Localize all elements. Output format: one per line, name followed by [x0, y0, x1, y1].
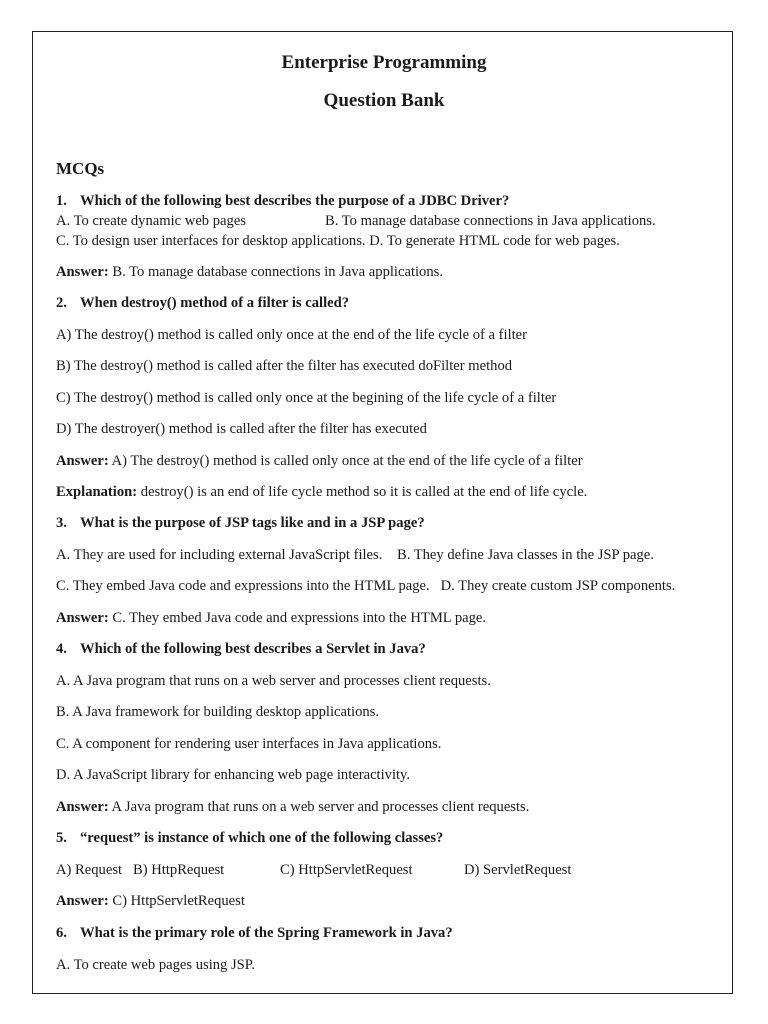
answer-text: C. They embed Java code and expressions into the HTML page. — [108, 610, 487, 626]
document-title: Enterprise Programming — [281, 52, 487, 73]
q4-option-b: B. A Java framework for building desktop applications. — [56, 704, 380, 720]
question-2 — [56, 294, 349, 312]
question-text: What is the primary role of the Spring Framework in Java? — [80, 925, 453, 941]
q3-answer — [56, 609, 486, 627]
answer-label: Answer: — [56, 264, 109, 280]
page-border — [32, 31, 733, 994]
question-5 — [56, 829, 443, 847]
q1-option-cd: C. To design user interfaces for desktop applications. D. To generate HTML code for web pages. — [56, 233, 620, 249]
q2-option-b: B) The destroy() method is called after the filter has executed doFilter method — [56, 358, 513, 374]
q2-explanation — [56, 483, 587, 501]
answer-label: Answer: — [56, 799, 109, 815]
question-1 — [56, 192, 509, 210]
q3-option-cd: C. They embed Java code and expressions into the HTML page. D. They create custom JSP components. — [56, 578, 676, 594]
question-number: 3. — [56, 515, 67, 531]
question-text: “request” is instance of which one of the following classes? — [80, 830, 444, 846]
question-number: 5. — [56, 830, 67, 846]
question-text: Which of the following best describes a Servlet in Java? — [80, 641, 426, 657]
question-text: Which of the following best describes the purpose of a JDBC Driver? — [80, 193, 510, 209]
question-6 — [56, 924, 453, 942]
answer-text: C) HttpServletRequest — [108, 893, 245, 909]
answer-text: A Java program that runs on a web server and processes client requests. — [108, 799, 530, 815]
question-4 — [56, 640, 426, 658]
question-number: 6. — [56, 925, 67, 941]
q6-option-a: A. To create web pages using JSP. — [56, 957, 255, 973]
q1-answer — [56, 263, 443, 281]
q5-option-c: C) HttpServletRequest — [280, 862, 413, 878]
q3-option-ab: A. They are used for including external JavaScript files. B. They define Java classes in the JSP page. — [56, 547, 654, 563]
q2-option-c: C) The destroy() method is called only once at the begining of the life cycle of a filter — [56, 390, 557, 406]
question-number: 4. — [56, 641, 67, 657]
explanation-label: Explanation: — [56, 484, 138, 500]
question-number: 1. — [56, 193, 67, 209]
q4-option-a: A. A Java program that runs on a web server and processes client requests. — [56, 673, 491, 689]
q5-answer — [56, 892, 245, 910]
question-text: When destroy() method of a filter is called? — [80, 295, 350, 311]
q4-option-d: D. A JavaScript library for enhancing web page interactivity. — [56, 767, 411, 783]
answer-text: A) The destroy() method is called only once at the end of the life cycle of a filter — [108, 453, 583, 469]
q2-option-d: D) The destroyer() method is called after the filter has executed — [56, 421, 427, 437]
section-heading: MCQs — [56, 159, 105, 178]
question-text: What is the purpose of JSP tags like and in a JSP page? — [80, 515, 425, 531]
q4-option-c: C. A component for rendering user interfaces in Java applications. — [56, 736, 442, 752]
answer-label: Answer: — [56, 610, 109, 626]
answer-label: Answer: — [56, 893, 109, 909]
q1-option-b: B. To manage database connections in Java applications. — [325, 213, 656, 229]
q4-answer — [56, 798, 529, 816]
answer-text: B. To manage database connections in Java applications. — [108, 264, 443, 280]
q1-option-a: A. To create dynamic web pages — [56, 213, 246, 229]
q2-option-a: A) The destroy() method is called only once at the end of the life cycle of a filter — [56, 327, 528, 343]
question-number: 2. — [56, 295, 67, 311]
question-3 — [56, 514, 425, 532]
explanation-text: destroy() is an end of life cycle method so it is called at the end of life cycle. — [137, 484, 588, 500]
q5-option-d: D) ServletRequest — [464, 862, 572, 878]
answer-label: Answer: — [56, 453, 109, 469]
q2-answer — [56, 452, 583, 470]
q5-option-ab: A) Request B) HttpRequest — [56, 862, 225, 878]
document-subtitle: Question Bank — [323, 90, 445, 111]
